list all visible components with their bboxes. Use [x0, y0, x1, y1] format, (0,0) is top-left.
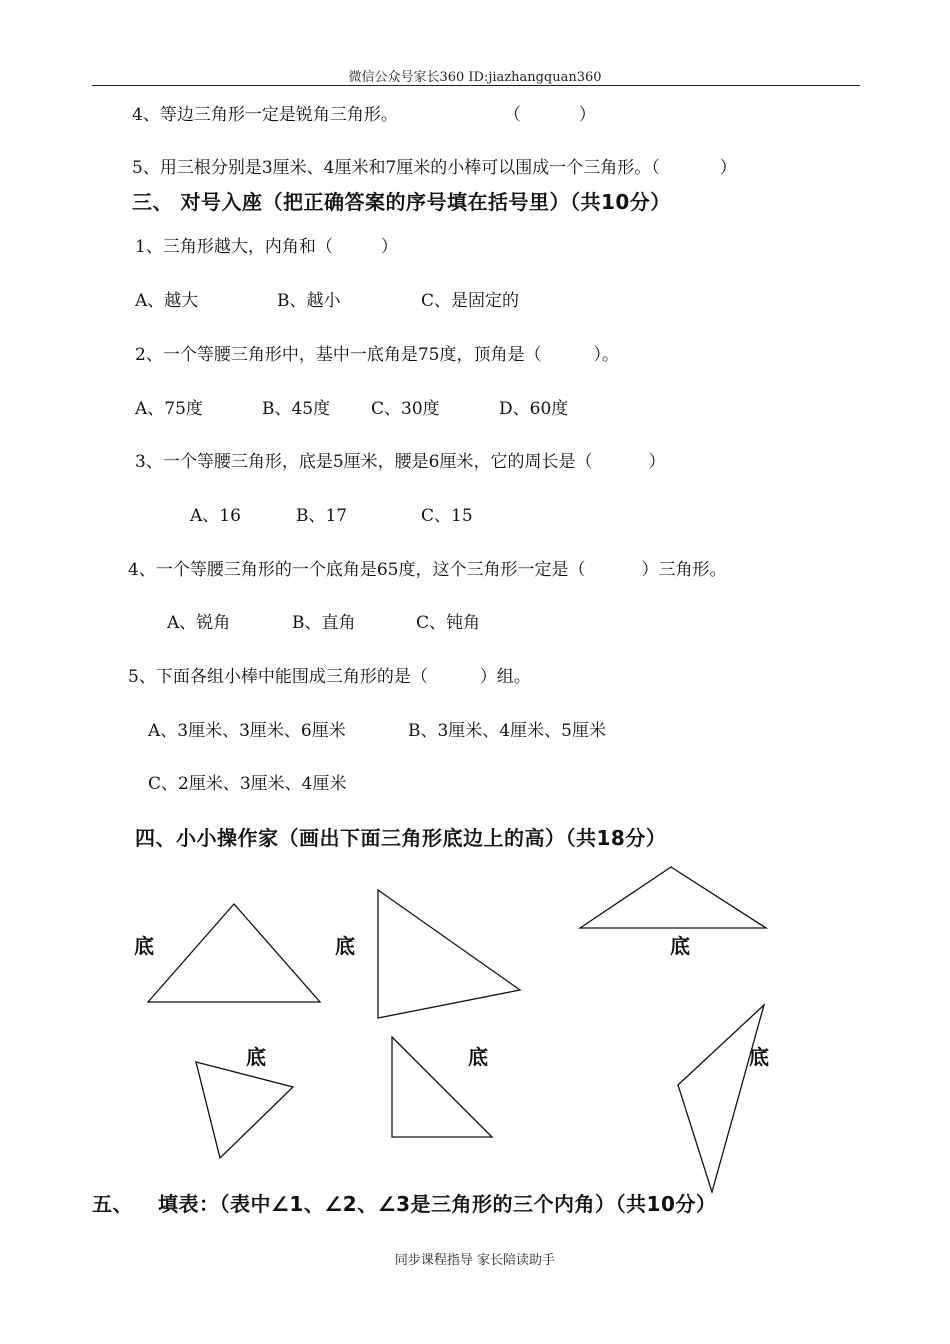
s3-q4-option-b: B、直角: [292, 613, 356, 633]
base-label-1: 底: [134, 934, 154, 958]
s3-q4-tail: ）三角形。: [641, 560, 727, 580]
s3-q5-tail: ）组。: [479, 667, 531, 687]
s3-q5-option-c: C、2厘米、3厘米、4厘米: [148, 774, 347, 794]
s3-q5-option-a: A、3厘米、3厘米、6厘米: [148, 721, 346, 741]
triangle-3: [580, 867, 766, 928]
base-label-2: 底: [335, 934, 355, 958]
s3-q5-text: 5、下面各组小棒中能围成三角形的是（: [128, 667, 428, 687]
s3-q1-tail: ）: [380, 237, 398, 257]
s3-q2-tail: ）。: [593, 345, 619, 365]
s3-q2-option-c: C、30度: [371, 399, 440, 419]
triangle-1: [148, 904, 320, 1002]
base-label-4: 底: [246, 1045, 266, 1069]
judgment-q5-text: 5、用三根分别是3厘米、4厘米和7厘米的小棒可以围成一个三角形。: [132, 158, 652, 178]
section5-number: 五、: [92, 1192, 133, 1216]
page-footer: 同步课程指导 家长陪读助手: [394, 1253, 556, 1268]
triangle-4: [196, 1062, 293, 1158]
judgment-q4-text: 4、等边三角形一定是锐角三角形。: [132, 105, 398, 125]
triangle-2: [378, 890, 520, 1018]
s3-q4-text: 4、一个等腰三角形的一个底角是65度，这个三角形一定是（: [128, 560, 586, 580]
judgment-q5-close: ）: [719, 158, 737, 178]
s3-q5-option-b: B、3厘米、4厘米、5厘米: [408, 721, 606, 741]
s3-q2-option-a: A、75度: [135, 399, 203, 419]
s3-q1-option-a: A、越大: [135, 291, 199, 311]
s3-q3-option-c: C、15: [421, 506, 473, 526]
page-header: 微信公众号家长360 ID:jiazhangquan360: [348, 70, 602, 85]
s3-q4-option-a: A、锐角: [167, 613, 231, 633]
base-label-5: 底: [468, 1045, 488, 1069]
s3-q2-option-b: B、45度: [262, 399, 331, 419]
s3-q3-option-b: B、17: [296, 506, 348, 526]
base-label-3: 底: [670, 934, 690, 958]
section3-title: 三、 对号入座（把正确答案的序号填在括号里）（共10分）: [132, 190, 671, 214]
s3-q3-tail: ）: [648, 452, 666, 472]
judgment-q4-close: ）: [578, 105, 596, 125]
s3-q1-option-c: C、是固定的: [421, 291, 520, 311]
judgment-q4-open: （: [503, 105, 521, 125]
triangle-6: [678, 1005, 764, 1192]
s3-q1-option-b: B、越小: [277, 291, 341, 311]
s3-q2-option-d: D、60度: [499, 399, 569, 419]
s3-q4-option-c: C、钝角: [416, 613, 481, 633]
s3-q1-text: 1、三角形越大，内角和（: [135, 237, 333, 257]
s3-q2-text: 2、一个等腰三角形中，基中一底角是75度，顶角是（: [135, 345, 542, 365]
s3-q3-option-a: A、16: [190, 506, 241, 526]
section4-title: 四、小小操作家（画出下面三角形底边上的高）（共18分）: [135, 826, 667, 850]
s3-q3-text: 3、一个等腰三角形，底是5厘米，腰是6厘米，它的周长是（: [135, 452, 593, 472]
judgment-q5-open: （: [651, 158, 660, 178]
base-label-6: 底: [749, 1045, 769, 1069]
section5-title: 填表：（表中∠1、∠2、∠3是三角形的三个内角）（共10分）: [158, 1192, 717, 1216]
